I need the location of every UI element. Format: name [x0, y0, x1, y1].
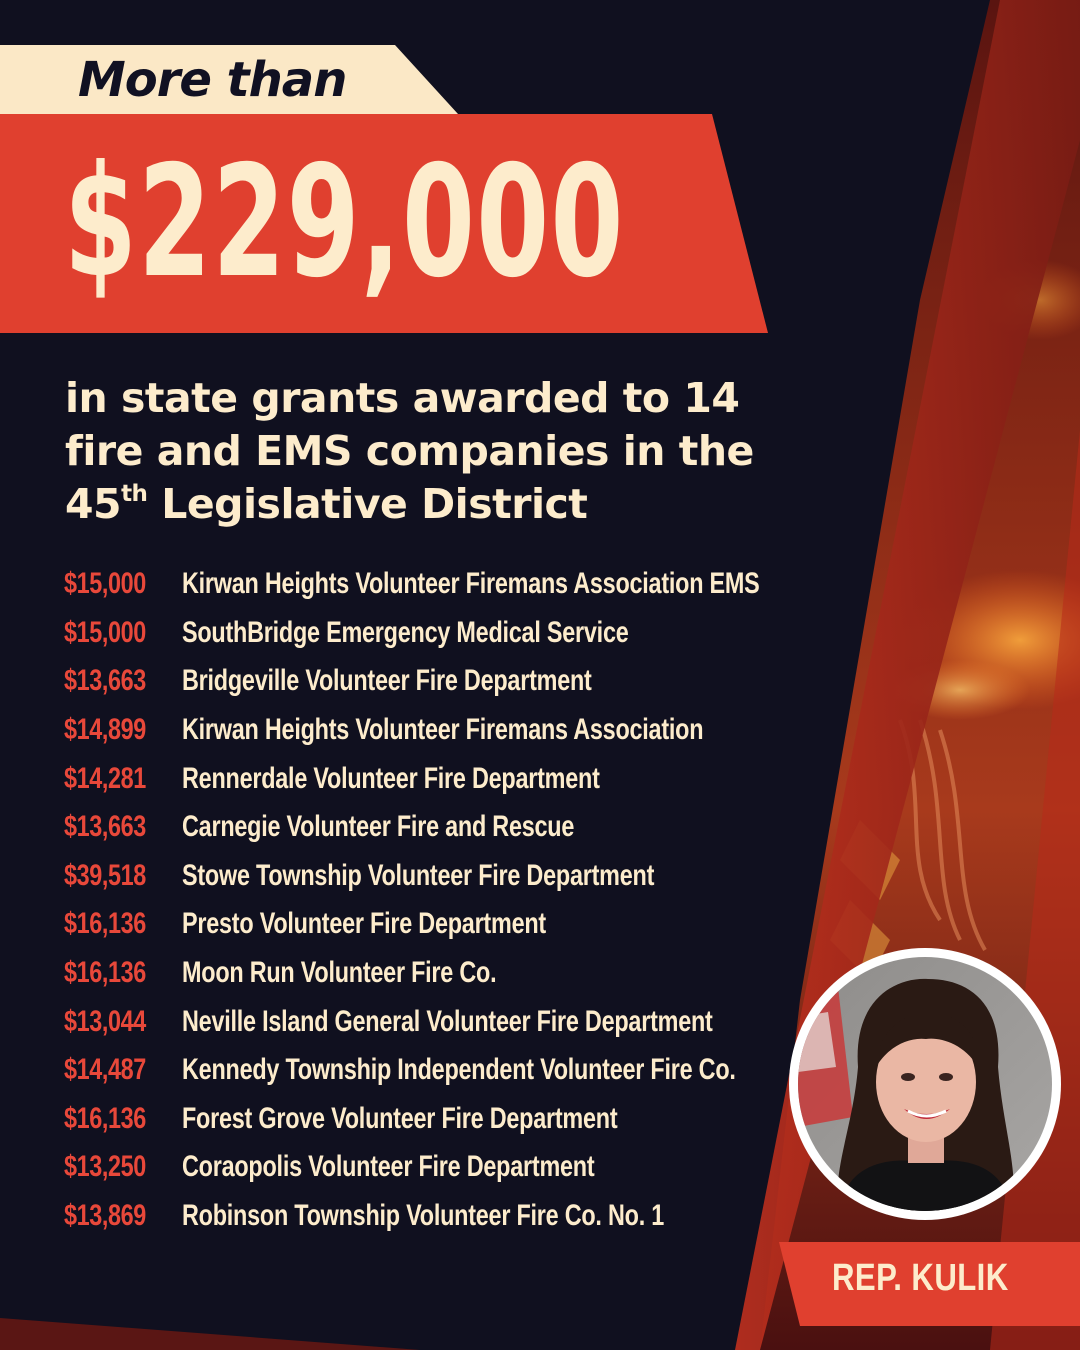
grant-row	[64, 852, 824, 901]
grant-recipient: Moon Run Volunteer Fire Co.	[182, 956, 497, 990]
subheading	[65, 372, 825, 531]
grant-recipient: Bridgeville Volunteer Fire Department	[182, 664, 592, 698]
grant-recipient: Kirwan Heights Volunteer Firemans Association EMS	[182, 567, 760, 601]
grant-row	[64, 1046, 824, 1095]
grant-row	[64, 949, 824, 998]
representative-portrait	[789, 948, 1061, 1220]
grant-row	[64, 1095, 824, 1144]
grant-row	[64, 803, 824, 852]
grant-amount: $39,518	[64, 858, 146, 892]
bottom-red-strip	[0, 1318, 420, 1350]
grant-row	[64, 609, 824, 658]
grant-recipient: Coraopolis Volunteer Fire Department	[182, 1150, 595, 1184]
grant-amount: $16,136	[64, 1101, 146, 1135]
district-number: 45	[65, 480, 122, 528]
grant-row	[64, 1143, 824, 1192]
grant-amount: $13,663	[64, 664, 146, 698]
headline-prefix: More than	[78, 52, 347, 108]
grant-amount: $14,899	[64, 713, 146, 747]
grant-amount: $14,281	[64, 761, 146, 795]
grant-amount: $14,487	[64, 1053, 146, 1087]
grant-amount: $13,663	[64, 810, 146, 844]
subheading-line-1: in state grants awarded to 14	[65, 374, 740, 422]
grant-row	[64, 706, 824, 755]
grant-recipient: Stowe Township Volunteer Fire Department	[182, 858, 655, 892]
grant-row	[64, 560, 824, 609]
grant-amount: $13,869	[64, 1199, 146, 1233]
grant-amount: $15,000	[64, 615, 146, 649]
grant-recipient: Robinson Township Volunteer Fire Co. No. 1	[182, 1199, 665, 1233]
district-ordinal-suffix: th	[121, 481, 148, 507]
grant-row	[64, 1192, 824, 1241]
grant-row	[64, 754, 824, 803]
grant-recipient: Neville Island General Volunteer Fire Department	[182, 1004, 713, 1038]
grant-amount: $16,136	[64, 907, 146, 941]
grant-amount: $13,250	[64, 1150, 146, 1184]
grant-amount: $16,136	[64, 956, 146, 990]
grant-recipient: Kennedy Township Independent Volunteer Fire Co.	[182, 1053, 736, 1087]
grant-amount: $13,044	[64, 1004, 146, 1038]
portrait-image	[798, 957, 1052, 1211]
grant-recipient: SouthBridge Emergency Medical Service	[182, 615, 629, 649]
representative-name-label: REP. KULIK	[832, 1257, 1009, 1299]
grant-recipient: Carnegie Volunteer Fire and Rescue	[182, 810, 575, 844]
grant-recipient: Rennerdale Volunteer Fire Department	[182, 761, 600, 795]
headline-amount: $229,000	[64, 133, 625, 312]
grant-row	[64, 900, 824, 949]
grant-recipient: Kirwan Heights Volunteer Firemans Association	[182, 713, 704, 747]
district-text: Legislative District	[147, 480, 588, 528]
grant-recipient: Forest Grove Volunteer Fire Department	[182, 1101, 618, 1135]
subheading-line-3	[65, 478, 825, 531]
subheading-line-2: fire and EMS companies in the	[65, 427, 754, 475]
grant-recipient: Presto Volunteer Fire Department	[182, 907, 546, 941]
grant-amount: $15,000	[64, 567, 146, 601]
grant-list	[64, 560, 824, 1240]
grant-row	[64, 657, 824, 706]
grant-row	[64, 997, 824, 1046]
